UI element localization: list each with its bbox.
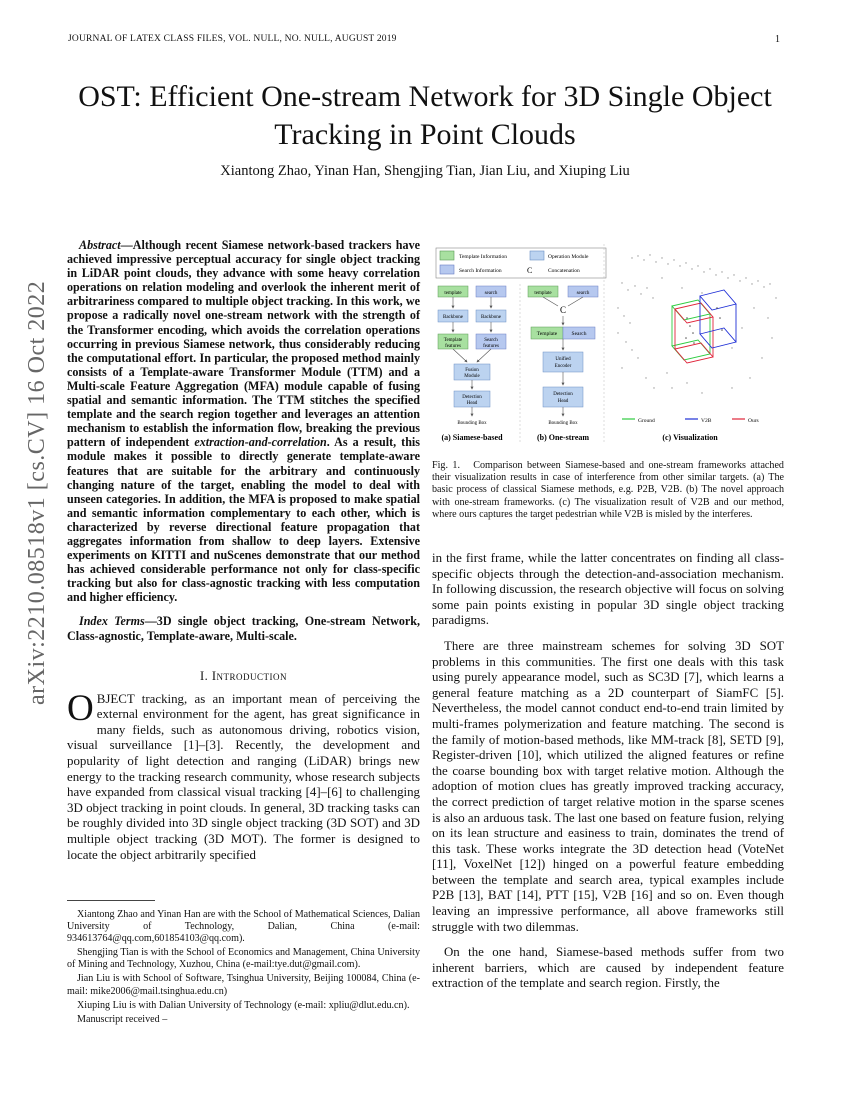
arxiv-identifier[interactable]: arXiv:2210.08518v1 [cs.CV] 16 Oct 2022 xyxy=(24,280,50,705)
siamese-detection-line2: Head xyxy=(466,401,478,406)
figure-1 xyxy=(432,238,784,448)
footnotes xyxy=(67,900,420,1028)
caption-a: (a) Siamese-based xyxy=(441,433,503,442)
ground-box-top xyxy=(672,300,710,320)
arrow xyxy=(543,297,558,306)
unified-line2: Encoder xyxy=(554,364,572,369)
backbone-label-left: Backbone xyxy=(443,315,463,320)
onestream-concat-symbol: C xyxy=(559,305,567,315)
footnote-1: Xiantong Zhao and Yinan Han are with the School of Mathematical Sciences, Dalian University of Technology, Dalian, China (e-mail: 934613764@qq.com,601854103@qq.com). xyxy=(67,909,420,945)
figure-caption xyxy=(432,460,784,521)
onestream-template-label: template xyxy=(534,291,552,296)
legend-concat-symbol: C xyxy=(527,266,533,275)
left-column xyxy=(67,238,420,863)
footnote-3: Jian Liu is with School of Software, Tsinghua University, Beijing 100084, China (e-mail: mike2006@mail.tsinghua.edu.cn) xyxy=(67,973,420,997)
unified-line1: Unified xyxy=(555,357,571,362)
drop-cap: O xyxy=(67,687,94,729)
footnote-5: Manuscript received – xyxy=(77,1013,168,1025)
template-features-line1: Template xyxy=(443,338,463,343)
abstract-text-1: —Although recent Siamese network-based trackers have achieved impressive perceptual accuracy for single object tracking in LiDAR point clouds, they advance with some heavy correlation operations on relation modeling and overlook the inherent merit of arbitrariness compared to multiple object tracking. In this work, we propose a radically novel one-stream network with the strength of the Transformer encoding, which avoids the correlation operations occurring in previous Siamese network, thus considerably reducing the computational effort. In particular, the proposed method mainly consists of a Template-aware Transformer Module (TTM) and a Multi-scale Feature Aggregation (MFA) module capable of fusing spatial and semantic information. The TTM stitches the specified template and the search region together and leverages an attention mechanism to establish the information flow, breaking the previous pattern of independent xyxy=(67,238,420,450)
paper-authors: Xiantong Zhao, Yinan Han, Shengjing Tian, Jian Liu, and Xiuping Liu xyxy=(220,163,630,179)
arrow xyxy=(453,349,467,362)
siamese-search-label: search xyxy=(484,291,498,296)
legend-template-swatch xyxy=(440,251,454,260)
legend-operation-label: Operation Module xyxy=(548,254,589,260)
legend-search-label: Search Information xyxy=(459,268,502,274)
arrow xyxy=(477,349,491,362)
onestream-bounding-box: Bounding Box xyxy=(548,421,578,426)
siamese-detection-line1: Detection xyxy=(462,395,482,400)
onestream-search-part-label: Search xyxy=(571,331,587,337)
legend-template-label: Template Information xyxy=(459,254,508,260)
index-terms xyxy=(67,614,420,642)
footnote-4: Xiuping Liu is with Dalian University of Technology (e-mail: xpliu@dlut.edu.cn). xyxy=(77,999,410,1011)
arrow xyxy=(568,297,583,306)
fusion-line1: Fusion xyxy=(465,368,479,373)
figure-1-diagram xyxy=(432,238,784,448)
legend-v2b-label: V2B xyxy=(701,418,712,424)
figure-caption-text: Comparison between Siamese-based and one-stream frameworks attached their visualization results in case of interference from other similar targets. (a) The basic process of classical Siamese methods, e.g. P2B, V2B. (b) The novel approach with one-stream frameworks. (c) The visualization result of V2B and our method, where ours captures the target pedestrian while V2B is misled by the interferes. xyxy=(432,460,784,520)
figure-caption-label: Fig. 1. xyxy=(432,460,460,471)
fusion-line2: Module xyxy=(464,374,480,379)
abstract-emphasis: extraction-and-correlation xyxy=(194,435,327,450)
footnote-2: Shengjing Tian is with the School of Economics and Management, China University of Mining and Technology, Xuzhou, China (e-mail:tye.dut@gmail.com). xyxy=(67,947,420,971)
index-terms-label: Index Terms xyxy=(79,614,145,629)
point-cloud xyxy=(617,254,776,393)
onestream-unified-encoder xyxy=(543,352,583,372)
v2b-box-bottom xyxy=(700,328,736,348)
index-terms-text: —3D single object tracking, One-stream Network, Class-agnostic, Template-aware, Multi-scale. xyxy=(67,614,420,643)
page-number: 1 xyxy=(775,34,780,45)
paper-title: OST: Efficient One-stream Network for 3D Single Object Tracking in Point Clouds xyxy=(78,80,772,151)
ground-box-bottom xyxy=(672,340,710,360)
intro-paragraph xyxy=(67,687,420,864)
legend-concat-label: Concatenation xyxy=(548,268,580,274)
paragraph: in the first frame, while the latter concentrates on finding all class-specific objects through the detection-and-association mechanism. In following discussion, the research objective will focus on solving some pain points existing in popular 3D single object tracking paradigms. xyxy=(432,551,784,628)
onestream-detection-head xyxy=(543,387,583,407)
section-title: Introduction xyxy=(211,668,288,683)
legend-ground-label: Ground xyxy=(638,418,655,424)
search-features-line2: features xyxy=(483,344,499,349)
siamese-template-label: template xyxy=(444,291,462,296)
running-head: JOURNAL OF LATEX CLASS FILES, VOL. NULL, NO. NULL, AUGUST 2019 xyxy=(68,34,397,44)
first-word: BJECT xyxy=(96,691,135,706)
paragraph: There are three mainstream schemes for solving 3D SOT problems in this communities. The first one deals with this task using purely appearance model, such as SC3D [7], which learns a general feature matching as a 2D counterpart of SiamFC [5]. Nevertheless, the model cannot conduct end-to-end train limited by multi-frames polymerization and feature matching. The second is the family of motion-based methods, like MM-track [8], SETD [9], Register-driven [10], which utilized the aligned features or refine the coarse bounding box with target relative motion. Although the adoption of motion clues has greatly improved tracking accuracy, the correct prediction of target relative motion in the sparse scenes is also an arduous task. The last one based on feature fusion, relying on its lean structure and easiness to train, dominates the trend of this task. These works integrate the 3D detection head (VoteNet [11], VoxelNet [12]) hinged on a powerful feature embedding between the template and search area, typical examples include P2B [13], BAT [14], PTT [15], V2B [16] and so on. Even though leaving an impressive performance, all above frameworks still struggle with two dilemmas. xyxy=(432,638,784,934)
caption-b: (b) One-stream xyxy=(536,433,590,442)
ours-box-top xyxy=(675,303,713,323)
legend-search-swatch xyxy=(440,265,454,274)
siamese-bounding-box: Bounding Box xyxy=(457,421,487,426)
onestream-detection-line1: Detection xyxy=(553,392,573,397)
legend-ours-label: Ours xyxy=(748,418,759,424)
abstract-label: Abstract xyxy=(79,238,121,252)
backbone-label-right: Backbone xyxy=(481,315,501,320)
intro-text: tracking, as an important mean of perceiving the external environment for the agent, has great significance in many fields, such as autonomous driving, robotics vision, visual surveillance [1]–[3]. Recently, the development and popularity of light detection and ranging (LiDAR) brings new energy to the tracking research community, whose research subjects have expanded from classical visual tracking [4]–[6] to challenging 3D object tracking in point clouds. In general, 3D tracking tasks can be roughly divided into 3D single object tracking (3D SOT) and 3D multiple object tracking (3D MOT). The former is designed to locate the object arbitrarily specified xyxy=(67,691,420,862)
section-number: I. xyxy=(199,668,212,683)
abstract-text-2: . As a result, this module makes it possible to directly generate template-aware features that are suitable for the arbitrary and continuously changing nature of the target, enabling the model to deal with unseen categories. In addition, the MFA is proposed to make spatial and semantic information complementary to each other, which is characterized by reverse directional feature propagation that aggregates information from shallow to deep layers. Extensive experiments on KITTI and nuScenes demonstrate that our method has achieved considerable performance not only for class-specific tracking but also for class-agnostic tracking with less computation and higher efficiency. xyxy=(67,435,421,605)
right-column xyxy=(432,238,784,1002)
paragraph: On the one hand, Siamese-based methods suffer from two inherent barriers, which are caused by independent feature extraction of the template and search region. Firstly, the xyxy=(432,945,784,991)
section-heading-introduction xyxy=(67,669,420,684)
search-features-line1: Search xyxy=(484,338,498,343)
legend-operation-swatch xyxy=(530,251,544,260)
ours-box-bottom xyxy=(675,343,713,363)
template-features-line2: features xyxy=(445,344,461,349)
onestream-search-label: search xyxy=(576,291,590,296)
onestream-template-part-label: Template xyxy=(536,331,558,337)
footnote-rule xyxy=(67,900,155,901)
v2b-box-top xyxy=(700,290,736,310)
caption-c: (c) Visualization xyxy=(662,433,718,442)
abstract xyxy=(67,238,420,604)
onestream-detection-line2: Head xyxy=(557,399,569,404)
right-body xyxy=(432,551,784,992)
